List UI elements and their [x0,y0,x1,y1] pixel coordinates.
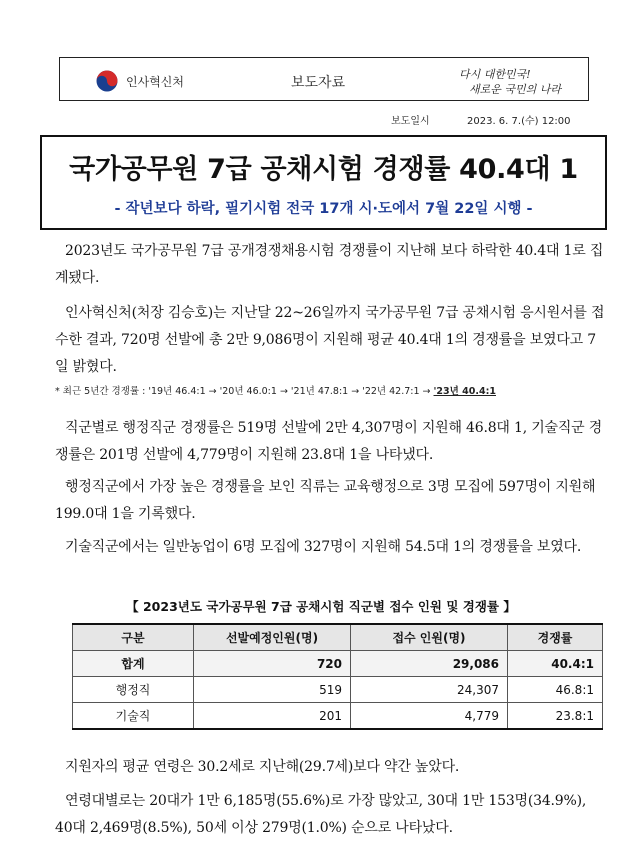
paragraph-5: 기술직군에서는 일반농업이 6명 모집에 327명이 지원해 54.5대 1의 경쟁률을 보였다. [65,539,582,555]
table-row [73,677,603,703]
table-cell: 40.4:1 [508,651,603,677]
footnote [55,383,615,397]
paragraph-1: 2023년도 국가공무원 7급 공개경쟁채용시험 경쟁률이 지난해 보다 하락한 40.4대 1로 집계됐다. [55,243,604,286]
page-title: 국가공무원 7급 공채시험 경쟁률 40.4대 1 [69,154,578,185]
slogan-calligraphy [455,65,575,97]
paragraph-4: 행정직군에서 가장 높은 경쟁률을 보인 직류는 교육행정으로 3명 모집에 597명이 지원해 199.0대 1을 기록했다. [55,479,596,522]
table-cell: 201 [194,703,351,730]
table-cell: 행정직 [73,677,194,703]
table-header-row [73,624,603,651]
release-date-label: 보도일시 [391,116,430,127]
taegeuk-logo-icon [96,70,118,92]
paragraph-6: 지원자의 평균 연령은 30.2세로 지난해(29.7세)보다 약간 높았다. [65,759,460,775]
table-cell: 46.8:1 [508,677,603,703]
table-cell: 기술직 [73,703,194,730]
table-row [73,703,603,730]
release-date-value: 2023. 6. 7.(수) 12:00 [467,116,571,127]
table-cell: 23.8:1 [508,703,603,730]
org-name: 인사혁신처 [126,75,184,89]
doc-type: 보도자료 [291,75,346,91]
table-cell: 29,086 [351,651,508,677]
paragraph-2: 인사혁신처(처장 김승호)는 지난달 22~26일까지 국가공무원 7급 공채시험 응시원서를 접수한 결과, 720명 선발에 총 2만 9,086명이 지원해 평균 40.4대 1의 경쟁률을 보였다고 7일 밝혔다. [55,305,605,375]
table-title: 【 2023년도 국가공무원 7급 공채시험 직군별 접수 인원 및 경쟁률 】 [126,599,516,614]
col-header: 경쟁률 [508,624,603,651]
table-cell: 720 [194,651,351,677]
slogan-text-2: 새로운 국민의 나라 [469,83,562,96]
col-header: 접수 인원(명) [351,624,508,651]
col-header: 선발예정인원(명) [194,624,351,651]
table-cell: 519 [194,677,351,703]
page-subtitle: - 작년보다 하락, 필기시험 전국 17개 시·도에서 7월 22일 시행 - [114,201,533,217]
press-header [59,57,589,101]
table-cell: 합계 [73,651,194,677]
paragraph-7: 연령대별로는 20대가 1만 6,185명(55.6%)로 가장 많았고, 30대 1만 153명(34.9%), 40대 2,469명(8.5%), 50세 이상 279명(1.0%) 순으로 나타났다. [55,793,587,836]
col-header: 구분 [73,624,194,651]
applicants-table [72,623,603,730]
table-row-total [73,651,603,677]
table-cell: 4,779 [351,703,508,730]
footnote-highlight: '23년 40.4:1 [433,386,496,397]
paragraph-3: 직군별로 행정직군 경쟁률은 519명 선발에 2만 4,307명이 지원해 46.8대 1, 기술직군 경쟁률은 201명 선발에 4,779명이 지원해 23.8대 1을 나타냈다. [55,420,603,463]
headline-box [40,135,607,230]
footnote-text: * 최근 5년간 경쟁률 : '19년 46.4:1 → '20년 46.0:1 → '21년 47.8:1 → '22년 42.7:1 → [55,386,434,397]
slogan-text-1: 다시 대한민국! [459,68,531,81]
table-cell: 24,307 [351,677,508,703]
